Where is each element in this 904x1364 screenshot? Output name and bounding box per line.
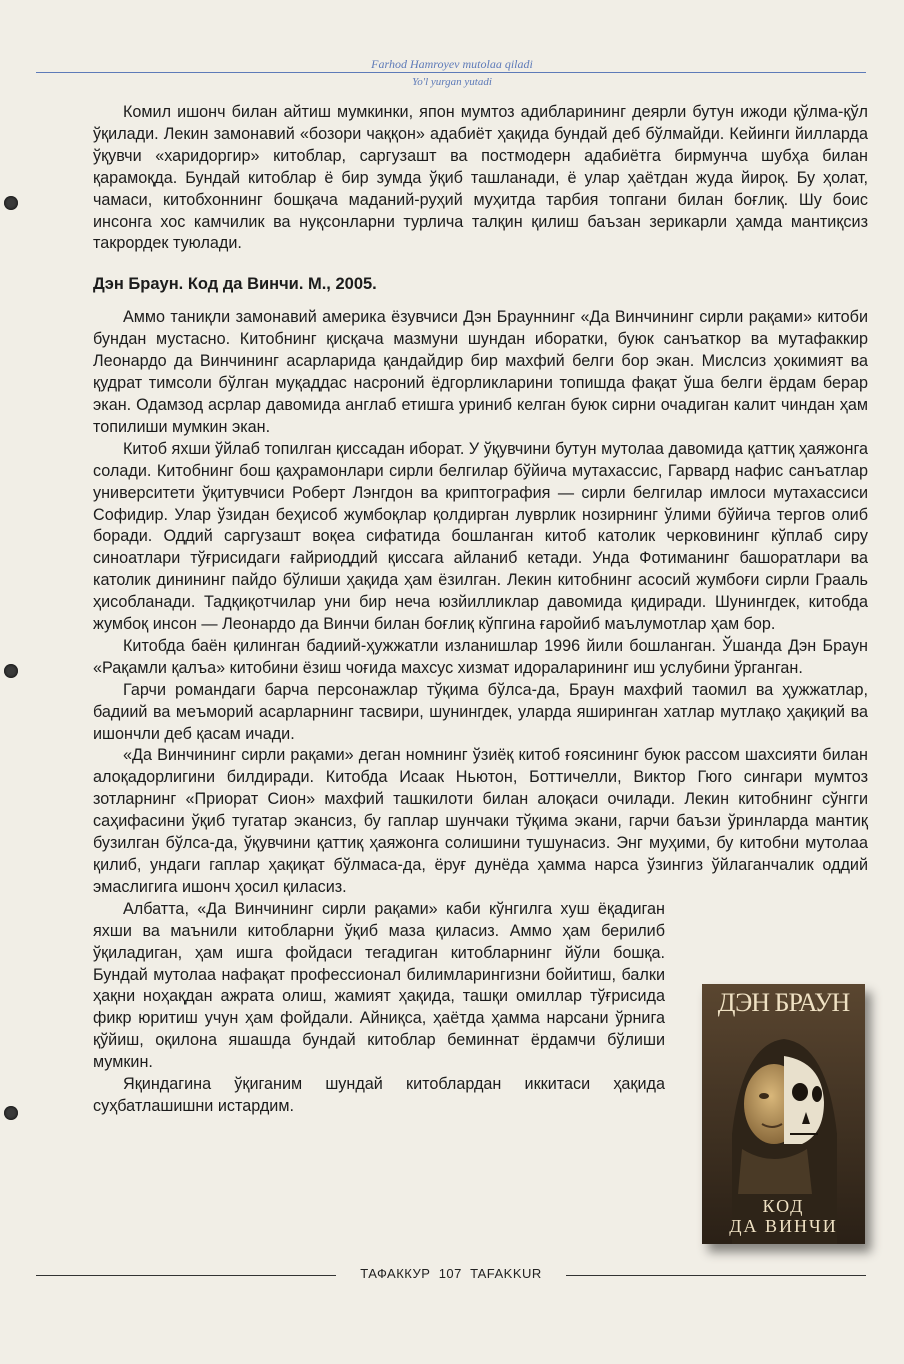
footer-magazine-name: ТАФАККУР <box>360 1266 431 1281</box>
paragraph: Комил ишонч билан айтиш мумкинки, япон мумтоз адибларининг деярли бутун ижоди қўлма-қўл ўқилади. Лекин замонавий «бозори чаққон» адабиёт ҳақида бундай деб бўлмайди. Кейинги йилларда ўқувчи «харидоргир» китоблар, саргузашт ва постмодерн адабиётга бирмунча шубҳа билан қарамоқда. Бундай китоблар ё бир зумда ўқиб ташланади, ё улар ҳаётдан жуда йироқ. Бу ҳолат, чамаси, китобхоннинг бошқача маданий-руҳий муҳитда тарбия топгани билан боғлиқ. Шу боис инсонга хос камчилик ва нуқсонларни турлича талқин қилиш баъзан зерикарли ҳамда мантиқсиз такрордек туюлади. <box>93 103 868 253</box>
book-cover-title <box>702 1196 865 1236</box>
binder-hole <box>4 664 18 678</box>
text-beside-cover <box>93 899 665 1118</box>
book-cover-image <box>702 984 865 1244</box>
header-rule <box>36 72 866 73</box>
paragraph: Аммо таниқли замонавий америка ёзувчиси Дэн Брауннинг «Да Винчининг сирли рақами» китоби бундан мустасно. Китобнинг қисқача мазмуни шундан иборатки, буюк санъаткор ва мутафаккир Леонардо да Винчининг асарларида қандайдир бир махфий белги бор экан. Мислсиз ҳокимият ва қудрат тимсоли бўлган муқаддас насроний ёдгорликларини топишда фақат ўша белги ёрдам берар экан. Одамзод асрлар давомида англаб етишга уриниб келган буюк сирни очадиган калит чиндан ҳам топилиши мумкин экан. <box>93 308 868 436</box>
running-head-subtitle: Yo'l yurgan yutadi <box>412 76 492 88</box>
page-footer <box>36 1266 866 1286</box>
book-cover-title-line: ДА ВИНЧИ <box>729 1216 838 1236</box>
footer-magazine-name-latin: TAFAKKUR <box>470 1266 542 1281</box>
binder-hole <box>4 196 18 210</box>
page-number: 107 <box>438 1266 462 1281</box>
running-head-author: Farhod Hamroyev mutolaa qiladi <box>371 57 533 71</box>
paragraph: Китобда баён қилинган бадиий-ҳужжатли изланишлар 1996 йили бошланган. Ўшанда Дэн Браун «Рақамли қалъа» китобини ёзиш чоғида махсус хизмат идораларининг иш услубини ўрганган. <box>93 636 868 677</box>
book-cover-title-line: КОД <box>762 1196 805 1216</box>
paragraph: «Да Винчининг сирли рақами» деган номнинг ўзиёқ китоб ғоясининг буюк рассом шахсияти билан алоқадорлигини билдиради. Китобда Исаак Ньютон, Боттичелли, Виктор Гюго сингари мумтоз зотларнинг «Приорат Сион» махфий ташкилоти билан алоқаси очилади. Лекин китобнинг сўнгги саҳифасини ўқиб тугатар экансиз, бу гаплар шунчаки тўқима экани, гарчи баъзи ўринларда мантиқ бузилган бўлса-да, ўқувчини қаттиқ ҳаяжонга солишини тушунасиз. Энг муҳими, бу китобни мутолаа қилиб, ундаги гаплар ҳақиқат бўлмаса-да, ёруғ дунёда ҳамма нарса ўзингиз ўйлаганчалик оддий эмаслигига ишонч ҳосил қиласиз. <box>93 746 868 896</box>
paragraph: Яқиндагина ўқиганим шундай китоблардан иккитаси ҳақида суҳбатлашишни истардим. <box>93 1075 665 1115</box>
article-body <box>93 102 868 1118</box>
section-heading: Дэн Браун. Код да Винчи. М., 2005. <box>93 275 377 294</box>
book-cover-author: ДЭН БРАУН <box>717 988 850 1017</box>
binder-hole <box>4 1106 18 1120</box>
footer-label <box>36 1266 866 1281</box>
paragraph: Албатта, «Да Винчининг сирли рақами» каби кўнгилга хуш ёқадиган яхши ва маънили китобларни ўқиб маза қиласиз. Аммо ҳам берилиб ўқиладиган, ҳам ишга фойдаси тегадиган китобларнинг йўли бошқа. Бундай мутолаа нафақат профессионал билимларингизни бойитиш, балки ҳақни ноҳақдан ажрата олиш, жамият ҳақида, ташқи омиллар тўғрисида фикр юритиш учун ҳам фойдали. Айниқса, ҳаётда ҳамма нарсани ўрнига қўйиш, оқилона яшашда бундай китоблар беминнат ёрдамчи бўлиши мумкин. <box>93 899 665 1072</box>
paragraph: Китоб яхши ўйлаб топилган қиссадан иборат. У ўқувчини бутун мутолаа давомида қаттиқ ҳаяжонга солади. Китобнинг бош қаҳрамонлари сирли белгилар бўйича мутахассис, Гарвард нафис санъатлар университети ўқитувчиси Роберт Лэнгдон ва криптография — сирли белгилар имлоси мутахассиси Софидир. Улар ўзидан беҳисоб жумбоқлар қолдирган луврлик нозирнинг ўлими бўйича тергов олиб боради. Оддий саргузашт воқеа сифатида бошланган китоб католик черковининг кўплаб сиру синоатлари тўғрисидаги ғайриоддий қиссага айланиб кетади. Унда Фотиманинг башоратлари ва католик динининг пайдо бўлиши ҳақида ҳам ёзилган. Лекин китобнинг асосий жумбоғи сирли Грааль ҳисобланади. Тадқиқотчилар уни бир неча юзйилликлар давомида қидиради. Шунингдек, китобда жумбоқ инсон — Леонардо да Винчи билан боғлиқ кўпгина ғаройиб маълумотлар ҳам бор. <box>93 439 868 634</box>
paragraph: Гарчи романдаги барча персонажлар тўқима бўлса-да, Браун махфий таомил ва ҳужжатлар, бадиий ва меъморий асарларнинг тасвири, шунингдек, уларда яширинган хатлар мутлақо ҳақиқий ва ишончли деб қасам ичади. <box>93 680 868 743</box>
